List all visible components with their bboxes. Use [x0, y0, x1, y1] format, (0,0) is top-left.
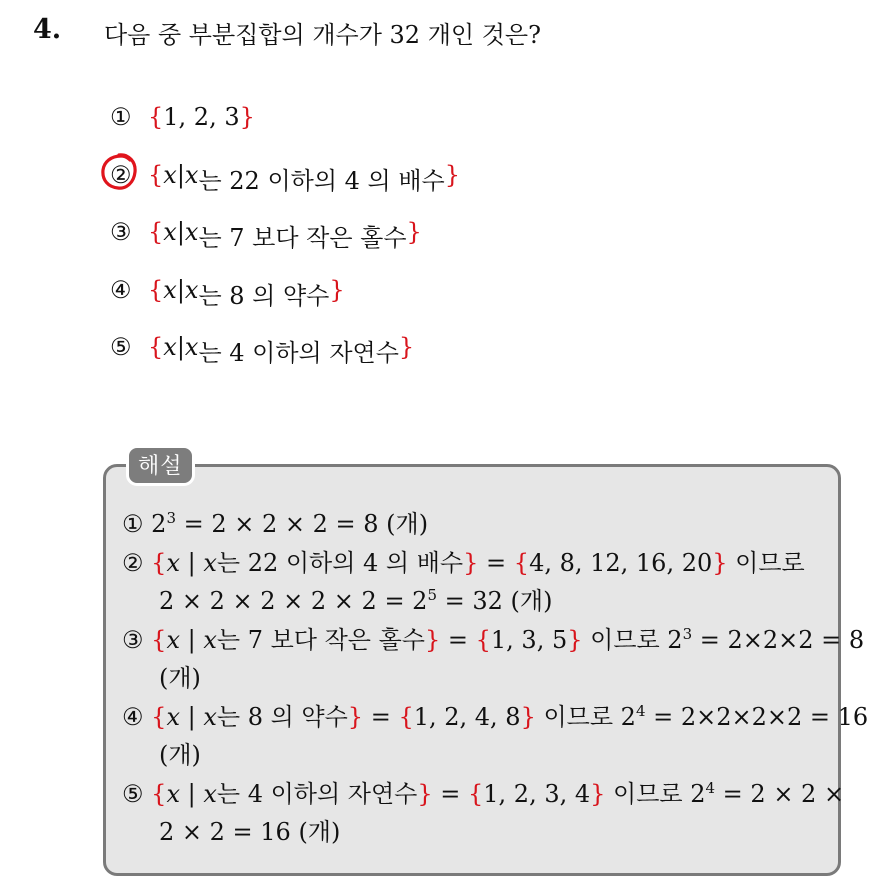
- set-open-brace: {: [398, 702, 414, 731]
- equals: =: [440, 625, 476, 654]
- set-elements: 1, 2, 3: [163, 103, 240, 131]
- explanation-body: [122, 505, 869, 852]
- equation-result: = 2×2×2×2 = 16: [645, 702, 869, 731]
- set-condition: 는 7 보다 작은 홀수: [198, 224, 407, 252]
- power-exponent: 3: [682, 624, 693, 643]
- explanation-item-3: [122, 621, 865, 660]
- question-number: 4.: [33, 14, 62, 45]
- power-exponent: 4: [635, 701, 646, 720]
- item-number: ①: [122, 510, 144, 538]
- power-exponent: 3: [166, 509, 176, 527]
- connector: 이므로: [727, 548, 805, 577]
- connector: 이므로 2: [605, 779, 706, 808]
- variable-x: x: [203, 702, 217, 731]
- set-open-brace: {: [467, 779, 484, 808]
- variable-x: x: [163, 218, 177, 246]
- choice-number: ④: [110, 275, 132, 304]
- set-close-brace: }: [406, 218, 422, 246]
- set-close-brace: }: [398, 333, 415, 361]
- set-condition: 는 8 의 약수: [198, 281, 330, 310]
- set-open-brace: {: [151, 779, 167, 808]
- variable-x: x: [203, 625, 217, 654]
- set-condition: 는 7 보다 작은 홀수: [216, 625, 425, 654]
- variable-x: x: [203, 548, 217, 577]
- choice-list: [110, 103, 460, 391]
- set-open-brace: {: [513, 548, 530, 577]
- variable-x: x: [166, 548, 180, 577]
- equation-result: = 2×2×2 = 8: [692, 625, 865, 654]
- set-close-brace: }: [239, 103, 255, 131]
- choice-number: ②: [110, 160, 132, 189]
- set-separator: |: [179, 548, 204, 577]
- variable-x: x: [163, 333, 177, 361]
- set-separator: |: [176, 160, 185, 189]
- item-number: ③: [122, 625, 144, 654]
- set-separator: |: [179, 702, 204, 731]
- set-close-brace: }: [347, 702, 364, 731]
- set-condition: 는 22 이하의 4 의 배수: [216, 548, 464, 577]
- set-open-brace: {: [151, 548, 167, 577]
- equation: 2 × 2 × 2 × 2 × 2 = 2: [159, 587, 428, 615]
- variable-x: x: [163, 160, 177, 189]
- set-condition: 는 22 이하의 4 의 배수: [198, 166, 445, 195]
- set-elements: 1, 2, 3, 4: [483, 779, 591, 808]
- choice-4[interactable]: [110, 276, 460, 334]
- unit-label: (개): [159, 741, 201, 769]
- set-open-brace: {: [148, 333, 164, 361]
- set-close-brace: }: [463, 548, 479, 577]
- variable-x: x: [184, 275, 199, 304]
- explanation-item-2-continued: [122, 582, 827, 621]
- variable-x: x: [184, 160, 199, 189]
- set-condition: 는 8 의 약수: [216, 702, 348, 731]
- item-number: ②: [122, 548, 144, 577]
- power-exponent: 4: [705, 778, 716, 797]
- choice-number: ①: [110, 103, 132, 131]
- choice-1[interactable]: [110, 103, 460, 161]
- set-close-brace: }: [329, 275, 345, 304]
- explanation-item-5: [122, 775, 845, 814]
- equation: = 2 × 2 × 2 = 8 (개): [175, 510, 429, 538]
- power-exponent: 5: [427, 586, 437, 604]
- equation-result: = 32 (개): [437, 587, 553, 615]
- variable-x: x: [166, 779, 180, 808]
- explanation-item-3-continued: [122, 659, 827, 698]
- set-condition: 는 4 이하의 자연수: [198, 339, 399, 367]
- explanation-item-1: [122, 505, 827, 544]
- variable-x: x: [184, 333, 199, 361]
- question-text: 다음 중 부분집합의 개수가 32 개인 것은?: [104, 21, 541, 49]
- set-close-brace: }: [444, 160, 460, 189]
- power-base: 2: [151, 510, 167, 538]
- set-separator: |: [179, 625, 204, 654]
- set-separator: |: [176, 275, 185, 304]
- equation-result: = 2 × 2 ×: [715, 779, 845, 808]
- set-elements: 1, 2, 4, 8: [413, 702, 521, 731]
- variable-x: x: [166, 702, 180, 731]
- set-open-brace: {: [148, 103, 164, 131]
- set-open-brace: {: [148, 160, 164, 189]
- set-close-brace: }: [424, 625, 441, 654]
- set-open-brace: {: [475, 625, 491, 654]
- explanation-item-4: [122, 698, 869, 737]
- set-condition: 는 4 이하의 자연수: [216, 779, 418, 808]
- variable-x: x: [184, 218, 199, 246]
- set-close-brace: }: [520, 702, 536, 731]
- set-close-brace: }: [712, 548, 728, 577]
- variable-x: x: [163, 275, 177, 304]
- set-open-brace: {: [151, 625, 167, 654]
- choice-number: ⑤: [110, 333, 132, 361]
- explanation-item-2: [122, 544, 827, 583]
- equals: =: [432, 779, 468, 808]
- set-elements: 4, 8, 12, 16, 20: [529, 548, 713, 577]
- connector: 이므로 2: [535, 702, 636, 731]
- set-close-brace: }: [590, 779, 606, 808]
- set-close-brace: }: [417, 779, 433, 808]
- set-separator: |: [176, 333, 185, 361]
- set-separator: |: [179, 779, 204, 808]
- item-number: ④: [122, 702, 144, 731]
- explanation-label: 해설: [126, 445, 195, 486]
- choice-5[interactable]: [110, 333, 460, 391]
- choice-3[interactable]: [110, 218, 460, 276]
- set-open-brace: {: [148, 218, 164, 246]
- set-open-brace: {: [151, 702, 167, 731]
- equals: =: [478, 548, 514, 577]
- set-open-brace: {: [148, 275, 164, 304]
- explanation-item-5-continued: [122, 813, 827, 852]
- connector: 이므로 2: [582, 625, 683, 654]
- unit-label: (개): [159, 664, 201, 692]
- equals: =: [363, 702, 399, 731]
- explanation-item-4-continued: [122, 736, 827, 775]
- set-elements: 1, 3, 5: [490, 625, 568, 654]
- choice-2[interactable]: [110, 161, 460, 219]
- equation-result: 2 × 2 = 16 (개): [159, 818, 341, 846]
- choice-number: ③: [110, 218, 132, 246]
- item-number: ⑤: [122, 779, 144, 808]
- variable-x: x: [166, 625, 180, 654]
- set-separator: |: [176, 218, 185, 246]
- set-close-brace: }: [567, 625, 583, 654]
- variable-x: x: [203, 779, 217, 808]
